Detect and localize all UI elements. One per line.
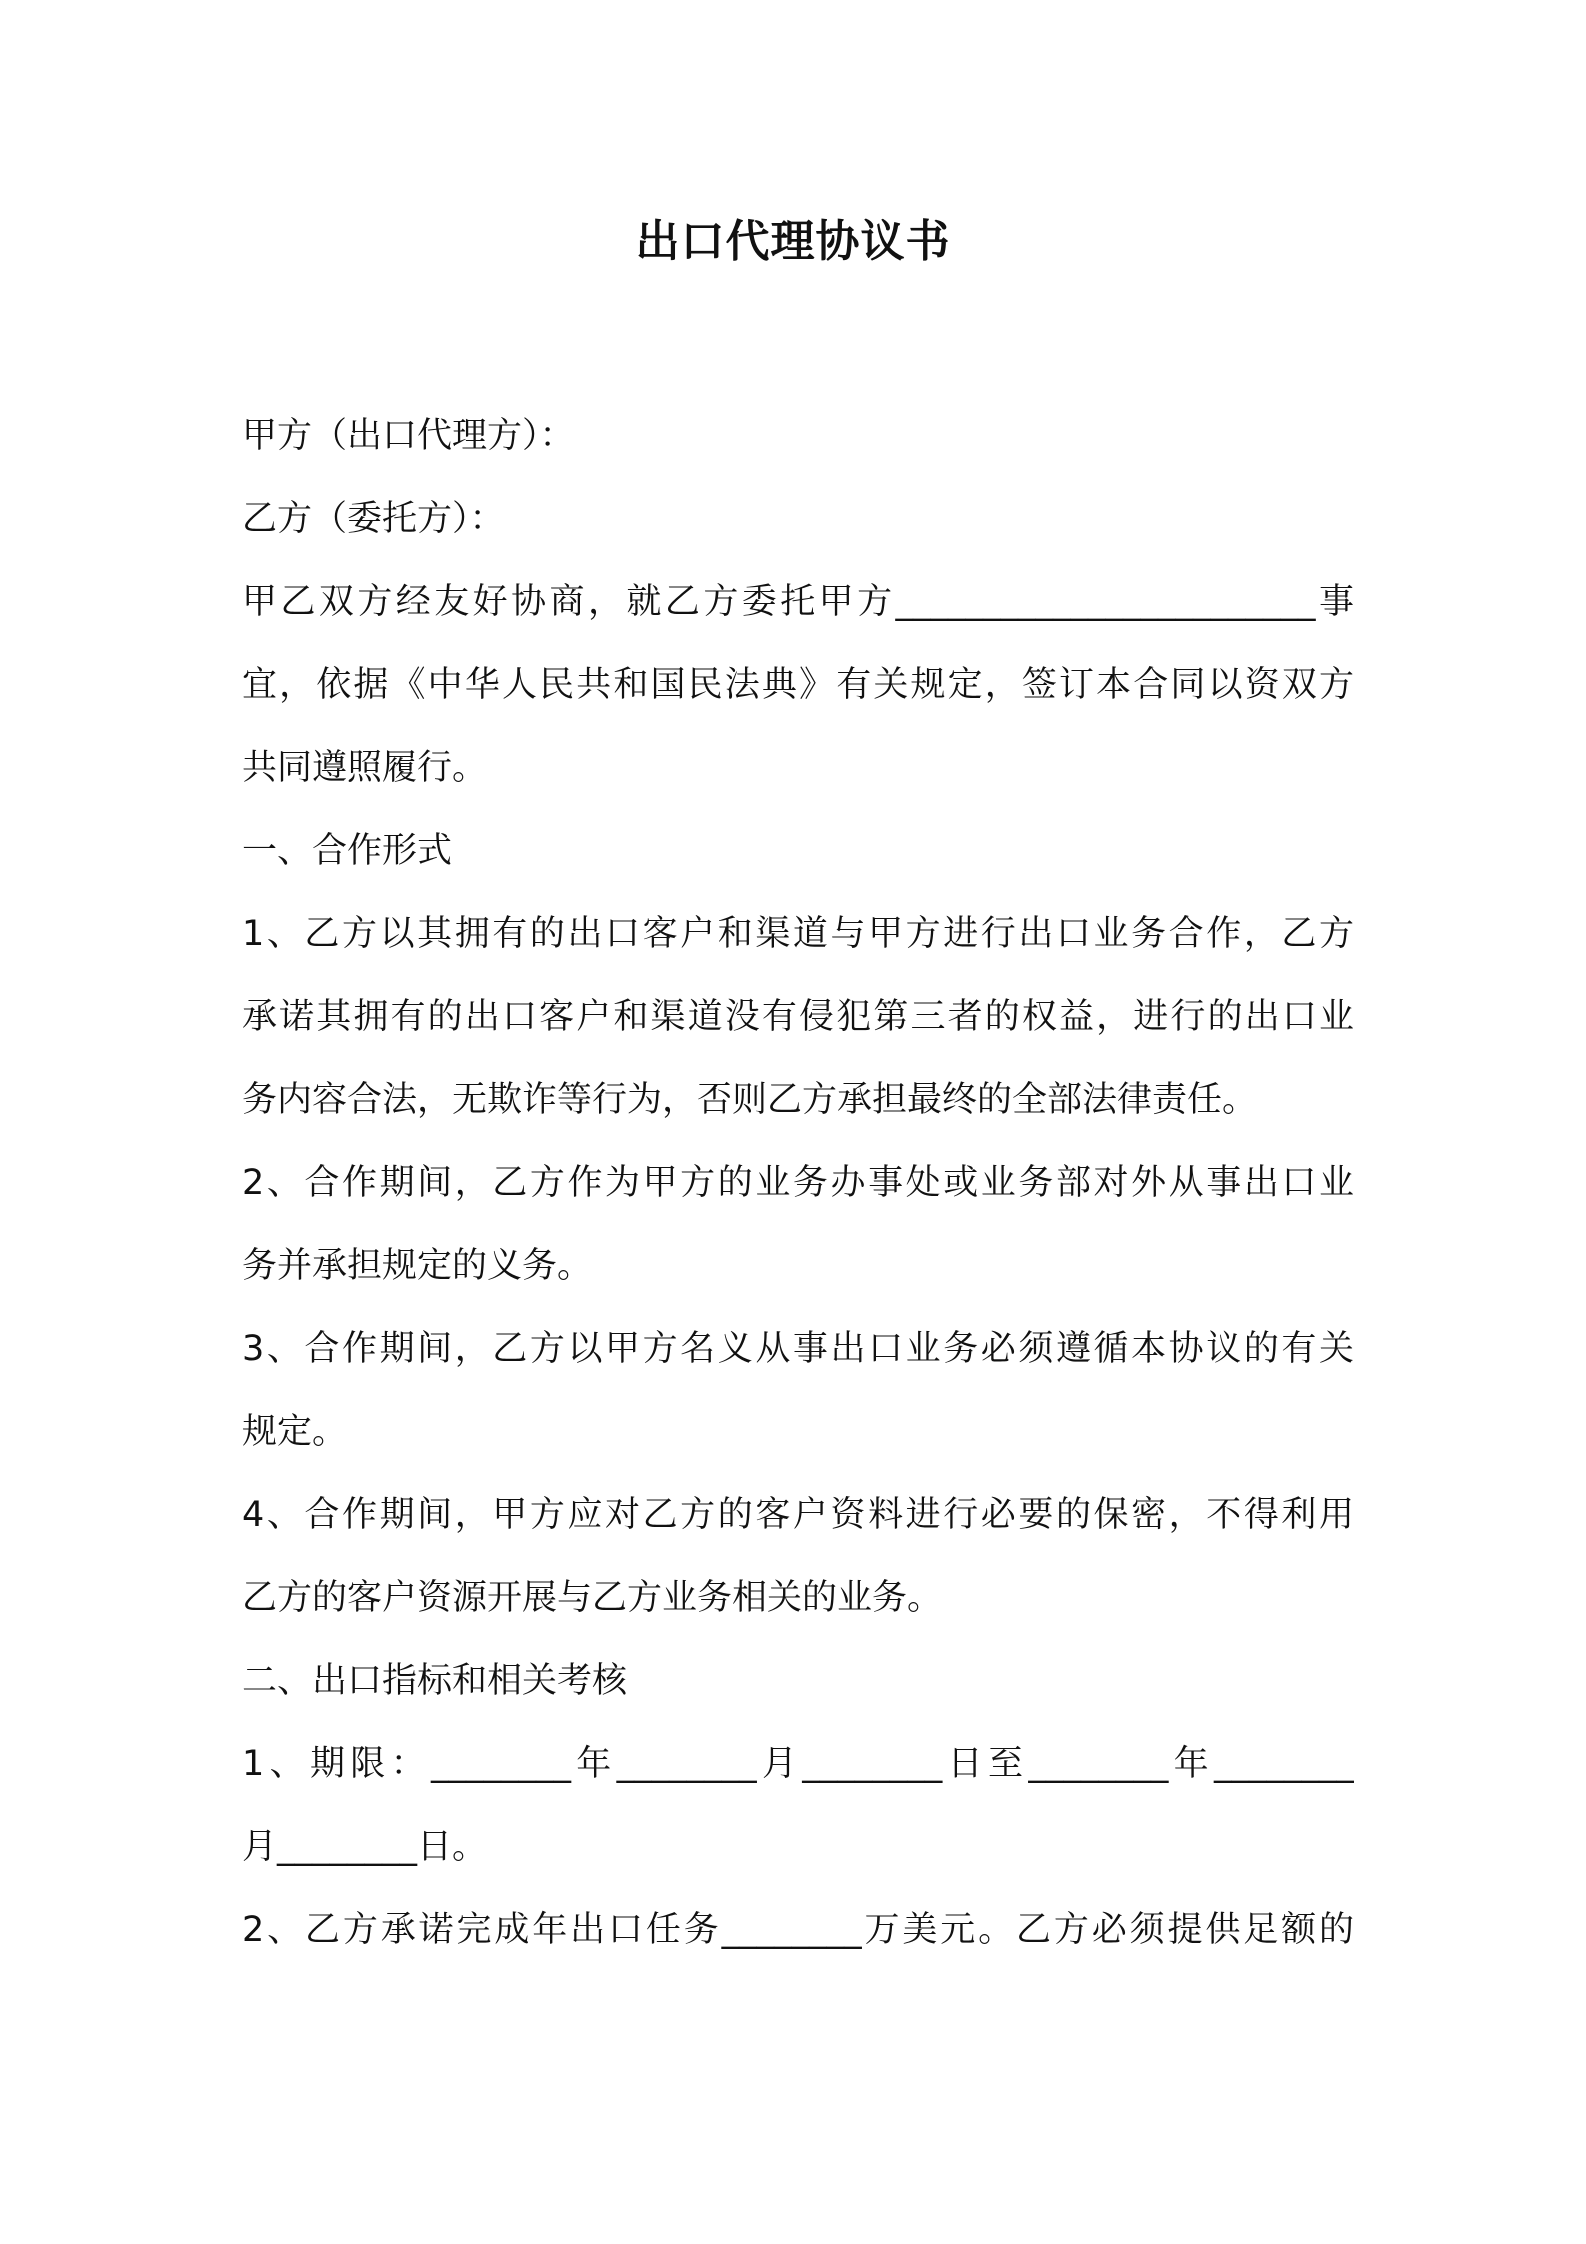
- clause-1-3-line-2: 规定。: [242, 1412, 348, 1452]
- clause-2-1-line-2: 月________日。: [242, 1827, 488, 1867]
- clause-1-1-line-1: 1、乙方以其拥有的出口客户和渠道与甲方进行出口业务合作，乙方: [242, 914, 1354, 954]
- party-b-line: 乙方（委托方）：: [242, 499, 505, 539]
- clause-1-1-line-3: 务内容合法，无欺诈等行为，否则乙方承担最终的全部法律责任。: [242, 1080, 1258, 1120]
- section-heading-cooperation: 一、合作形式: [242, 831, 453, 871]
- intro-line-1: 甲乙双方经友好协商，就乙方委托甲方________________________事: [242, 582, 1354, 622]
- intro-line-2: 宜，依据《中华人民共和国民法典》有关规定，签订本合同以资双方: [242, 665, 1354, 705]
- clause-1-3-line-1: 3、合作期间，乙方以甲方名义从事出口业务必须遵循本协议的有关: [242, 1329, 1354, 1369]
- clause-1-4-line-2: 乙方的客户资源开展与乙方业务相关的业务。: [242, 1578, 943, 1618]
- intro-line-3: 共同遵照履行。: [242, 748, 488, 788]
- clause-2-2-line-1: 2、乙方承诺完成年出口任务________万美元。乙方必须提供足额的: [242, 1910, 1354, 1950]
- section-heading-targets: 二、出口指标和相关考核: [242, 1661, 628, 1701]
- clause-1-4-line-1: 4、合作期间，甲方应对乙方的客户资料进行必要的保密，不得利用: [242, 1495, 1354, 1535]
- clause-1-1-line-2: 承诺其拥有的出口客户和渠道没有侵犯第三者的权益，进行的出口业: [242, 997, 1354, 1037]
- document-title: 出口代理协议书: [635, 216, 951, 267]
- clause-1-2-line-1: 2、合作期间，乙方作为甲方的业务办事处或业务部对外从事出口业: [242, 1163, 1354, 1203]
- clause-1-2-line-2: 务并承担规定的义务。: [242, 1246, 593, 1286]
- clause-2-1-line-1: 1、期限：________年________月________日至________年________: [242, 1744, 1354, 1784]
- party-a-line: 甲方（出口代理方）：: [242, 416, 575, 456]
